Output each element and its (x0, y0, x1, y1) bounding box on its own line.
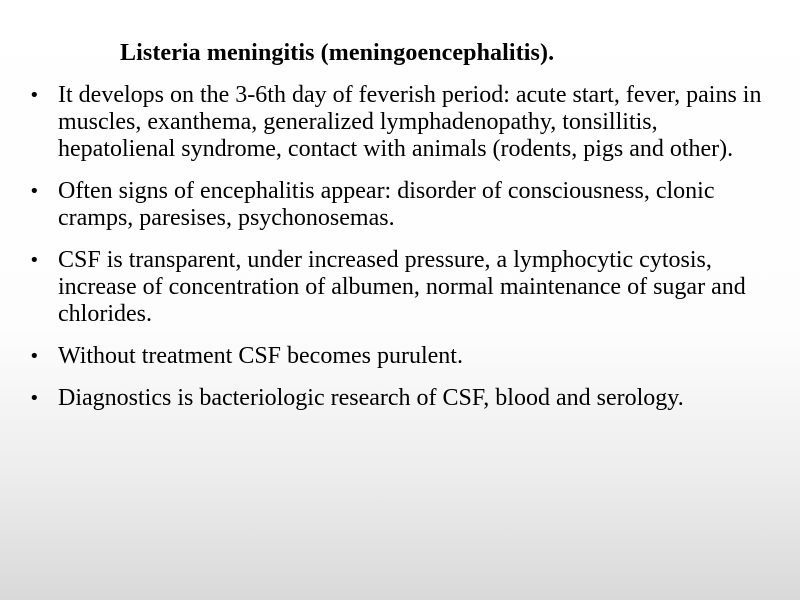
slide-title: Listeria meningitis (meningoencephalitis). (120, 40, 555, 66)
bullet-text: CSF is transparent, under increased pressure, a lymphocytic cytosis, increase of concentration of albumen, normal maintenance of sugar and chlorides. (58, 247, 746, 327)
bullet-text: Diagnostics is bacteriologic research of CSF, blood and serology. (58, 385, 684, 411)
bullet-point-icon: • (29, 85, 40, 106)
bullet-list (29, 82, 774, 427)
bullet-item-csf-findings (29, 247, 774, 328)
bullet-item-untreated-course (29, 343, 774, 370)
bullet-text: It develops on the 3-6th day of feverish period: acute start, fever, pains in muscles, exanthema, generalized lymphadenopathy, tonsillitis, hepatolienal syndrome, contact with animals (rodents, pigs and other). (58, 82, 762, 162)
bullet-item-encephalitis-signs (29, 178, 774, 232)
bullet-point-icon: • (29, 346, 40, 367)
bullet-point-icon: • (29, 181, 40, 202)
bullet-item-onset (29, 82, 774, 163)
bullet-point-icon: • (29, 250, 40, 271)
bullet-point-icon: • (29, 388, 40, 409)
bullet-text: Without treatment CSF becomes purulent. (58, 343, 463, 369)
bullet-text: Often signs of encephalitis appear: disorder of consciousness, clonic cramps, paresises, psychonosemas. (58, 178, 715, 231)
bullet-item-diagnostics (29, 385, 774, 412)
